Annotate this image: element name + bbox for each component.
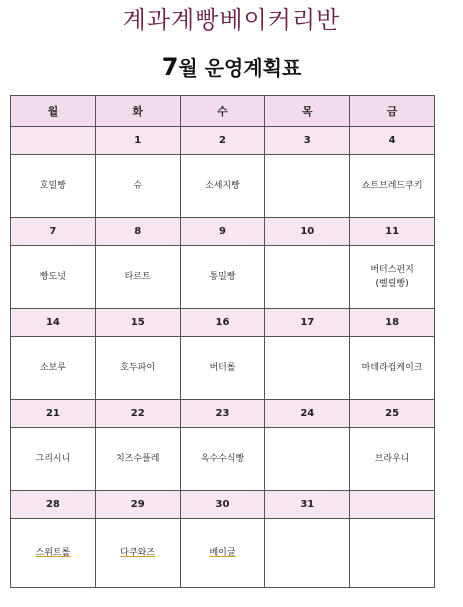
menu-cell: 소보루 bbox=[11, 337, 96, 400]
menu-cell bbox=[350, 519, 435, 588]
menu-text: 스위트롤 bbox=[35, 548, 71, 558]
schedule-subtitle bbox=[0, 50, 463, 84]
menu-cell: 쇼트브레드쿠키 bbox=[350, 155, 435, 218]
menu-cell: 옥수수식빵 bbox=[180, 428, 265, 491]
date-cell: 14 bbox=[11, 309, 96, 337]
menu-text: 다쿠와즈 bbox=[120, 548, 156, 558]
weekday-header-tue: 화 bbox=[95, 96, 180, 127]
menu-row bbox=[11, 246, 435, 309]
subtitle-month: 7 bbox=[161, 53, 179, 81]
menu-cell bbox=[265, 428, 350, 491]
date-cell: 2 bbox=[180, 127, 265, 155]
date-cell: 21 bbox=[11, 400, 96, 428]
menu-cell bbox=[265, 519, 350, 588]
menu-cell bbox=[265, 246, 350, 309]
date-cell: 7 bbox=[11, 218, 96, 246]
menu-cell: 버터롤 bbox=[180, 337, 265, 400]
date-cell: 31 bbox=[265, 491, 350, 519]
date-cell: 16 bbox=[180, 309, 265, 337]
date-row bbox=[11, 309, 435, 337]
weekday-header-thu: 목 bbox=[265, 96, 350, 127]
date-cell: 25 bbox=[350, 400, 435, 428]
menu-cell: 빵도넛 bbox=[11, 246, 96, 309]
menu-cell: 그리시니 bbox=[11, 428, 96, 491]
date-cell: 8 bbox=[95, 218, 180, 246]
date-row bbox=[11, 491, 435, 519]
menu-row bbox=[11, 519, 435, 588]
menu-cell: 호두파이 bbox=[95, 337, 180, 400]
subtitle-text: 월 운영계획표 bbox=[178, 56, 302, 80]
date-row bbox=[11, 218, 435, 246]
menu-cell: 슈 bbox=[95, 155, 180, 218]
date-row bbox=[11, 127, 435, 155]
menu-cell bbox=[265, 337, 350, 400]
menu-cell bbox=[265, 155, 350, 218]
menu-cell: 타르트 bbox=[95, 246, 180, 309]
menu-cell: 통밀빵 bbox=[180, 246, 265, 309]
date-cell: 10 bbox=[265, 218, 350, 246]
menu-cell: 소세지빵 bbox=[180, 155, 265, 218]
menu-row bbox=[11, 428, 435, 491]
date-cell: 17 bbox=[265, 309, 350, 337]
menu-cell: 마데라컵케이크 bbox=[350, 337, 435, 400]
date-cell: 1 bbox=[95, 127, 180, 155]
date-row bbox=[11, 400, 435, 428]
date-cell: 29 bbox=[95, 491, 180, 519]
date-cell: 11 bbox=[350, 218, 435, 246]
menu-text: 베이글 bbox=[209, 548, 236, 558]
weekday-header-wed: 수 bbox=[180, 96, 265, 127]
menu-cell: 호밀빵 bbox=[11, 155, 96, 218]
menu-cell: 브라우니 bbox=[350, 428, 435, 491]
menu-cell bbox=[95, 519, 180, 588]
date-cell: 4 bbox=[350, 127, 435, 155]
menu-cell: 버터스펀지 (벨릴빵) bbox=[350, 246, 435, 309]
date-cell: 3 bbox=[265, 127, 350, 155]
date-cell: 9 bbox=[180, 218, 265, 246]
weekday-header-row bbox=[11, 96, 435, 127]
date-cell: 23 bbox=[180, 400, 265, 428]
date-cell: 24 bbox=[265, 400, 350, 428]
menu-row bbox=[11, 337, 435, 400]
menu-cell bbox=[180, 519, 265, 588]
schedule-table bbox=[10, 95, 435, 588]
page-title: 계과계빵베이커리반 bbox=[122, 6, 341, 34]
date-cell bbox=[350, 491, 435, 519]
date-cell bbox=[11, 127, 96, 155]
date-cell: 15 bbox=[95, 309, 180, 337]
menu-cell: 치즈수플레 bbox=[95, 428, 180, 491]
weekday-header-mon: 월 bbox=[11, 96, 96, 127]
menu-row bbox=[11, 155, 435, 218]
date-cell: 28 bbox=[11, 491, 96, 519]
date-cell: 22 bbox=[95, 400, 180, 428]
menu-cell bbox=[11, 519, 96, 588]
weekday-header-fri: 금 bbox=[350, 96, 435, 127]
date-cell: 30 bbox=[180, 491, 265, 519]
date-cell: 18 bbox=[350, 309, 435, 337]
